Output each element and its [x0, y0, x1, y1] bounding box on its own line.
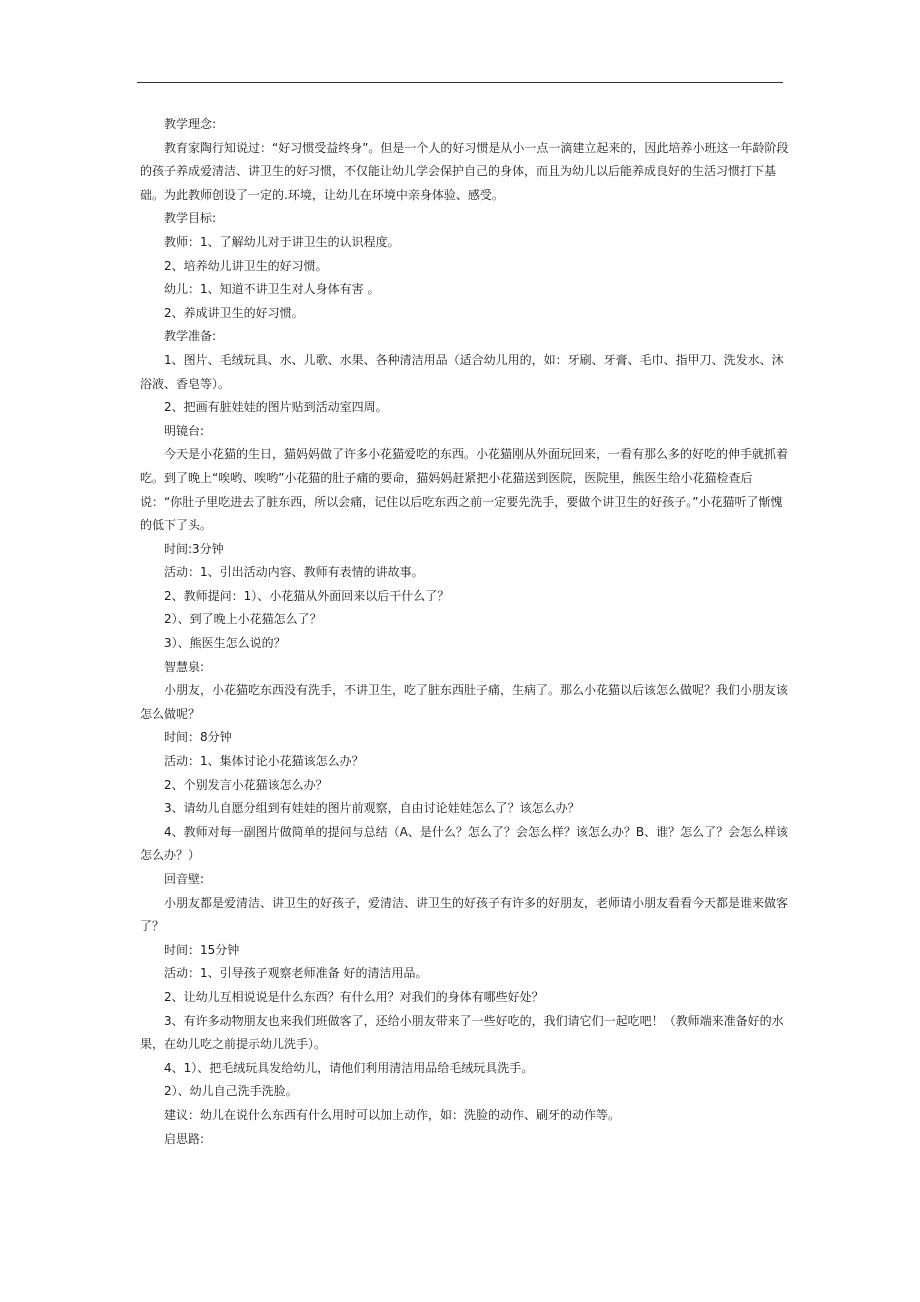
paragraph: 2、把画有脏娃娃的图片贴到活动室四周。 [164, 400, 388, 415]
paragraph: 活动：1、引出活动内容、教师有表情的讲故事。 [164, 565, 424, 580]
paragraph: 4、教师对每一副图片做简单的提问与总结（A、是什么？怎么了？会怎么样？该怎么办？B、谁？怎么了？会怎么样该怎么办？） [140, 824, 789, 863]
paragraph: 2、让幼儿互相说说是什么东西？有什么用？对我们的身体有哪些好处？ [164, 989, 544, 1004]
paragraph: 智慧泉: [164, 659, 205, 674]
paragraph: 3）、熊医生怎么说的？ [164, 636, 286, 651]
paragraph: 教师：1、了解幼儿对于讲卫生的认识程度。 [164, 234, 400, 249]
paragraph: 建议：幼儿在说什么东西有什么用时可以加上动作，如：洗脸的动作、刷牙的动作等。 [164, 1107, 621, 1122]
paragraph: 2）、到了晚上小花猫怎么了？ [164, 612, 322, 627]
paragraph: 回音壁: [164, 872, 205, 886]
document-body [140, 113, 790, 1151]
paragraph: 1、图片、毛绒玩具、水、儿歌、水果、各种清洁用品（适合幼儿用的，如：牙刷、牙膏、毛巾、指甲刀、洗发水、沐浴液、香皂等）。 [140, 352, 784, 391]
paragraph: 教学目标: [164, 211, 217, 226]
paragraph: 2、教师提问：1）、小花猫从外面回来以后干什么了？ [164, 588, 450, 603]
paragraph: 时间：8分钟 [164, 730, 232, 745]
paragraph: 幼儿：1、知道不讲卫生对人身体有害 。 [164, 282, 380, 297]
paragraph: 时间:3分钟 [164, 541, 224, 556]
paragraph: 3、请幼儿自愿分组到有娃娃的图片前观察，自由讨论娃娃怎么了？该怎么办？ [164, 801, 580, 816]
paragraph: 3、有许多动物朋友也来我们班做客了，还给小朋友带来了一些好吃的，我们请它们一起吃吧！（教师端来准备好的水果，在幼儿吃之前提示幼儿洗手）。 [140, 1013, 784, 1052]
paragraph: 2）、幼儿自己洗手洗脸。 [164, 1084, 298, 1099]
paragraph: 活动：1、集体讨论小花猫该怎么办？ [164, 754, 364, 769]
paragraph: 小朋友都是爱清洁、讲卫生的好孩子，爱清洁、讲卫生的好孩子有许多的好朋友，老师请小朋友看看今天都是谁来做客了？ [140, 895, 789, 934]
paragraph: 教学理念: [164, 117, 217, 131]
paragraph: 启思路: [164, 1131, 205, 1146]
paragraph: 今天是小花猫的生日，猫妈妈做了许多小花猫爱吃的东西。小花猫刚从外面玩回来，一看有那么多的好吃的伸手就抓着吃。到了晚上“唉哟、唉哟”小花猫的肚子痛的要命，猫妈妈赶紧把小花猫送到医院，医院里，熊医生给小花猫检查后说：“你肚子里吃进去了脏东西，所以会痛，记住以后吃东西之前一定要先洗手，要做个讲卫生的好孩子。”小花猫听了惭愧的低下了头。 [140, 447, 789, 533]
paragraph: 活动：1、引导孩子观察老师准备 好的清洁用品。 [164, 966, 428, 981]
paragraph: 2、个别发言小花猫该怎么办？ [164, 777, 328, 792]
header-rule [137, 82, 783, 83]
paragraph: 时间：15分钟 [164, 942, 240, 957]
paragraph: 明镜台: [164, 423, 205, 438]
paragraph: 教育家陶行知说过：“好习惯受益终身”。但是一个人的好习惯是从小一点一滴建立起来的，因此培养小班这一年龄阶段的孩子养成爱清洁、讲卫生的好习惯，不仅能让幼儿学会保护自己的身体，而且为幼儿以后能养成良好的生活习惯打下基础。为此教师创设了一定的.环境，让幼儿在环境中亲身体验、感受。 [140, 140, 789, 202]
paragraph: 2、养成讲卫生的好习惯。 [164, 305, 304, 320]
paragraph: 教学准备: [164, 329, 217, 344]
paragraph: 2、培养幼儿讲卫生的好习惯。 [164, 258, 328, 273]
paragraph: 4、1）、把毛绒玩具发给幼儿，请他们利用清洁用品给毛绒玩具洗手。 [164, 1060, 534, 1075]
paragraph: 小朋友，小花猫吃东西没有洗手，不讲卫生，吃了脏东西肚子痛，生病了。那么小花猫以后该怎么做呢？我们小朋友该怎么做呢？ [140, 683, 789, 721]
